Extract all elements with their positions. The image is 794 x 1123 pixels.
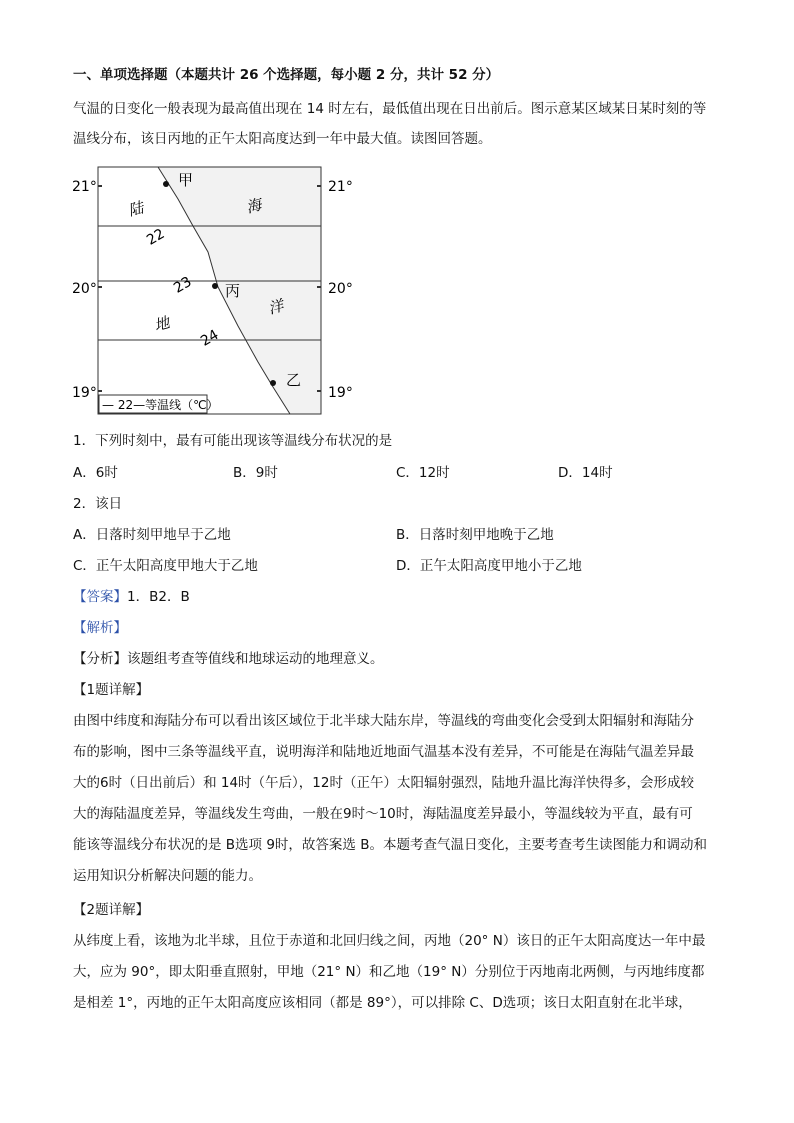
lat-label-21-right: 21° [328, 179, 353, 195]
detail1-line: 由图中纬度和海陆分布可以看出该区域位于北半球大陆东岸，等温线的弯曲变化会受到太阳辐射和海陆分 [73, 713, 694, 729]
answer-row [73, 588, 190, 606]
q1-option-b: B．9时 [233, 465, 278, 481]
answer-text: 1．B2．B [127, 589, 190, 605]
analysis-intro-label: 【分析】 [73, 651, 127, 667]
lat-label-20-right: 20° [328, 281, 353, 297]
q2-option-d: D．正午太阳高度甲地小于乙地 [396, 558, 582, 574]
intro-line: 气温的日变化一般表现为最高值出现在 14 时左右，最低值出现在日出前后。图示意某区域某日某时刻的等 [73, 101, 707, 117]
detail2-line: 大，应为 90°，即太阳垂直照射，甲地（21° N）和乙地（19° N）分别位于丙地南北两侧，与丙地纬度都 [73, 964, 705, 980]
lat-label-19-right: 19° [328, 385, 353, 401]
detail1-label: 【1题详解】 [73, 682, 150, 698]
lat-label-20-left: 20° [72, 281, 97, 297]
answer-label: 【答案】 [73, 589, 127, 605]
isotherm-label-24: 24 [198, 326, 222, 350]
detail1-line: 能该等温线分布状况的是 B选项 9时，故答案选 B。本题考查气温日变化，主要考查考生读图能力和调动和 [73, 837, 707, 853]
land-char: 地 [152, 313, 172, 335]
section-title: 一、单项选择题（本题共计 26 个选择题，每小题 2 分，共计 52 分） [73, 67, 500, 83]
q1-stem: 1．下列时刻中，最有可能出现该等温线分布状况的是 [73, 433, 393, 449]
q1-option-a: A．6时 [73, 465, 118, 481]
q2-option-a: A．日落时刻甲地早于乙地 [73, 527, 231, 543]
yi-point [270, 380, 276, 386]
jia-point [163, 181, 169, 187]
map-legend: — 22—等温线（℃） [102, 398, 219, 412]
isotherm-map [68, 166, 358, 418]
q1-option-d: D．14时 [558, 465, 613, 481]
jia-label: 甲 [178, 171, 194, 189]
land-char: 陆 [126, 198, 146, 220]
lat-label-21-left: 21° [72, 179, 97, 195]
yi-label: 乙 [286, 371, 302, 389]
lat-label-19-left: 19° [72, 385, 97, 401]
detail2-label: 【2题详解】 [73, 902, 150, 918]
q2-option-c: C．正午太阳高度甲地大于乙地 [73, 558, 258, 574]
q2-stem: 2．该日 [73, 496, 123, 512]
isotherm-label-23: 23 [171, 273, 195, 297]
detail2-line: 从纬度上看，该地为北半球，且位于赤道和北回归线之间，丙地（20° N）该日的正午太阳高度达一年中最 [73, 933, 706, 949]
q2-option-b: B．日落时刻甲地晚于乙地 [396, 527, 554, 543]
sea-char: 海 [244, 195, 264, 217]
isotherm-label-22: 22 [144, 225, 168, 249]
bing-label: 丙 [225, 282, 241, 300]
detail1-line: 大的海陆温度差异，等温线发生弯曲，一般在9时～10时，海陆温度差异最小，等温线较为平直，最有可 [73, 806, 693, 822]
sea-char: 洋 [266, 296, 286, 318]
bing-point [212, 283, 218, 289]
analysis-label: 【解析】 [73, 620, 127, 636]
detail1-line: 布的影响，图中三条等温线平直，说明海洋和陆地近地面气温基本没有差异，不可能是在海陆气温差异最 [73, 744, 694, 760]
detail2-line: 是相差 1°，丙地的正午太阳高度应该相同（都是 89°），可以排除 C、D选项；该日太阳直射在北半球， [73, 995, 692, 1011]
detail1-line: 运用知识分析解决问题的能力。 [73, 868, 262, 884]
detail1-line: 大的6时（日出前后）和 14时（午后），12时（正午）太阳辐射强烈，陆地升温比海洋快得多，会形成较 [73, 775, 694, 791]
analysis-intro [73, 650, 384, 668]
analysis-intro-text: 该题组考查等值线和地球运动的地理意义。 [127, 651, 384, 667]
intro-line: 温线分布，该日丙地的正午太阳高度达到一年中最大值。读图回答题。 [73, 131, 492, 147]
q1-option-c: C．12时 [396, 465, 450, 481]
